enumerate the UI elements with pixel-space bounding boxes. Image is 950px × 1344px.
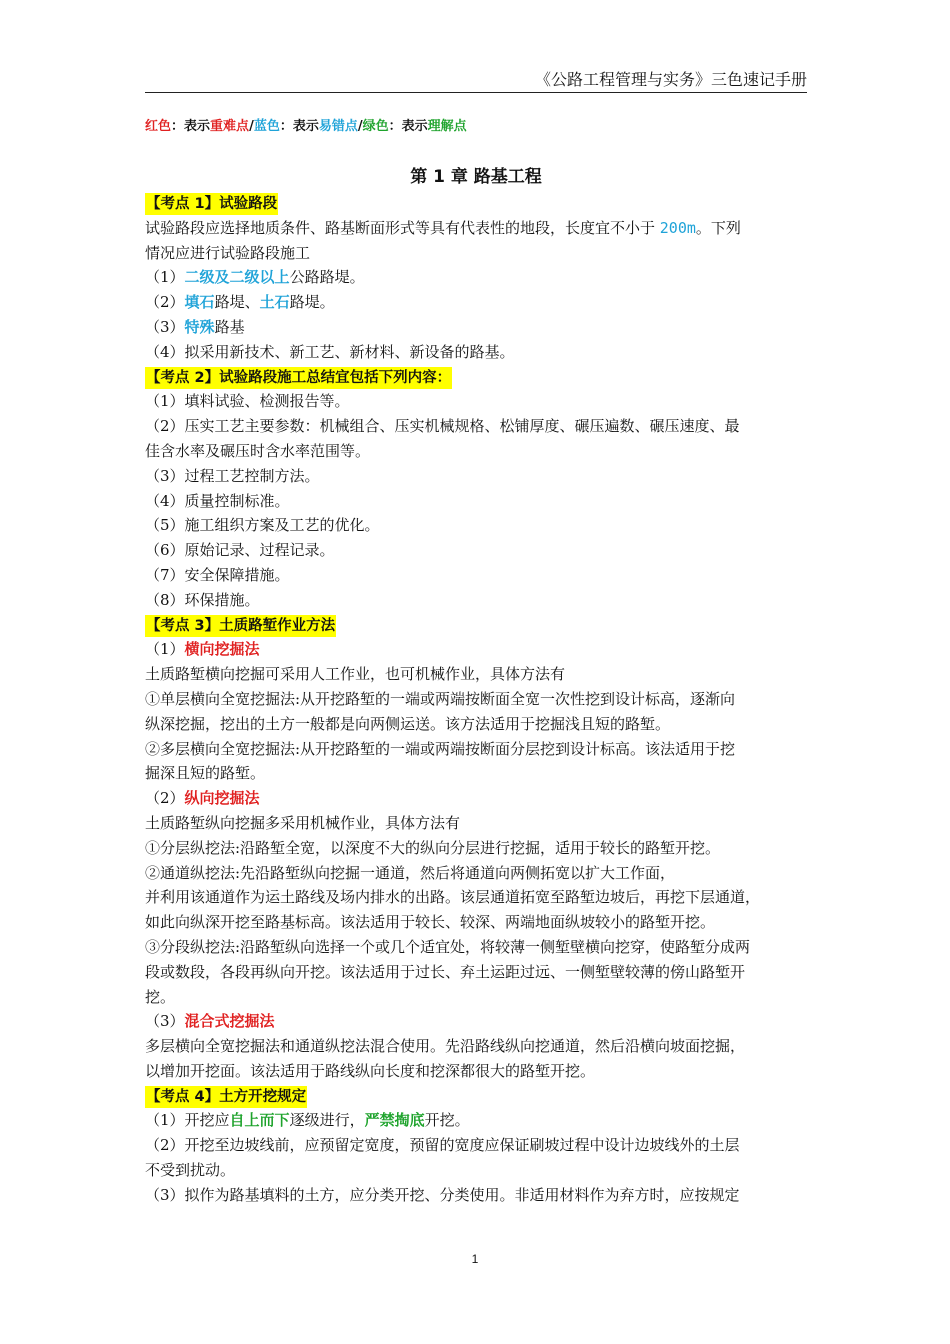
list-item: 不受到扰动。 — [145, 1161, 236, 1180]
item-number: （3） — [145, 1012, 185, 1031]
paragraph-line: 土质路堑纵向挖掘多采用机械作业，具体方法有 — [145, 813, 461, 832]
paragraph-line: ②通道纵挖法:先沿路堑纵向挖掘一通道，然后将通道向两侧拓宽以扩大工作面， — [145, 863, 676, 882]
list-item — [145, 290, 807, 315]
kd3-heading: 【考点 3】土质路堑作业方法 — [145, 615, 336, 637]
subsection-title — [145, 786, 807, 811]
item-number: （2） — [145, 293, 185, 312]
kd4-heading: 【考点 4】土方开挖规定 — [145, 1086, 307, 1108]
legend-means-1: 表示 — [184, 119, 211, 134]
list-item: （3）过程工艺控制方法。 — [145, 466, 320, 485]
paragraph-line: 以增加开挖面。该法适用于路线纵向长度和挖深都很大的路堑开挖。 — [145, 1061, 596, 1080]
list-item: （1）填料试验、检测报告等。 — [145, 392, 350, 411]
list-item: （6）原始记录、过程记录。 — [145, 541, 335, 560]
paragraph-line: 土质路堑横向挖掘可采用人工作业，也可机械作业，具体方法有 — [145, 665, 566, 684]
list-item: （2）压实工艺主要参数：机械组合、压实机械规格、松铺厚度、碾压遍数、碾压速度、最 — [145, 417, 740, 436]
paragraph-line — [145, 216, 807, 241]
legend-slash-1: / — [249, 119, 254, 134]
page-header — [145, 70, 807, 93]
legend-green-label: 绿色 — [362, 119, 389, 134]
blue-highlight: 土石 — [259, 293, 290, 312]
paragraph-line: 情况应进行试验路段施工 — [145, 243, 311, 262]
list-item — [145, 265, 807, 290]
legend-green-term: 理解点 — [427, 119, 467, 134]
page-number: 1 — [471, 1252, 479, 1266]
list-item: （4）质量控制标准。 — [145, 491, 290, 510]
item-number: （2） — [145, 789, 185, 808]
list-item: （7）安全保障措施。 — [145, 565, 290, 584]
paragraph-line: ①单层横向全宽挖掘法:从开挖路堑的一端或两端按断面全宽一次性挖到设计标高，逐渐向 — [145, 689, 736, 708]
list-item: （2）开挖至边坡线前，应预留定宽度，预留的宽度应保证刷坡过程中设计边坡线外的土层 — [145, 1136, 740, 1155]
item-number: （1） — [145, 640, 185, 659]
legend-means-2: 表示 — [292, 119, 319, 134]
paragraph-line: 段或数段，各段再纵向开挖。该法适用于过长、弃土运距过远、一侧堑壁较薄的傍山路堑开 — [145, 962, 746, 981]
text-span: 开挖。 — [424, 1111, 470, 1130]
paragraph-line: 纵深挖掘，挖出的土方一般都是向两侧运送。该方法适用于挖掘浅且短的路堑。 — [145, 714, 671, 733]
legend-blue-label: 蓝色 — [253, 119, 280, 134]
list-item: （4）拟采用新技术、新工艺、新材料、新设备的路基。 — [145, 342, 515, 361]
paragraph-line: 并利用该通道作为运土路线及场内排水的出路。该层通道拓宽至路堑边坡后，再挖下层通道， — [145, 888, 761, 907]
text-span: 路堤、 — [214, 293, 260, 312]
kd1-heading: 【考点 1】试验路段 — [145, 193, 278, 215]
header-title: 《公路工程管理与实务》三色速记手册 — [534, 70, 807, 89]
item-number: （3） — [145, 317, 185, 336]
section-heading-4 — [145, 1084, 807, 1109]
paragraph-line: 挖。 — [145, 987, 176, 1006]
paragraph-line: ②多层横向全宽挖掘法:从开挖路堑的一端或两端按断面分层挖到设计标高。该法适用于挖 — [145, 739, 736, 758]
red-highlight: 混合式挖掘法 — [184, 1012, 275, 1031]
legend-red-label: 红色 — [145, 119, 172, 134]
color-legend — [145, 118, 467, 136]
legend-colon-1: ： — [171, 119, 185, 134]
legend-blue-term: 易错点 — [318, 119, 358, 134]
item-number: （1） — [145, 268, 185, 287]
legend-means-3: 表示 — [401, 119, 428, 134]
blue-highlight: 特殊 — [184, 317, 215, 336]
list-item: 佳含水率及碾压时含水率范围等。 — [145, 441, 371, 460]
list-item: （3）拟作为路基填料的土方，应分类开挖、分类使用。非适用材料作为弃方时，应按规定 — [145, 1185, 740, 1204]
text-span: 逐级进行， — [289, 1111, 365, 1130]
text-span: 。下列 — [695, 218, 741, 237]
chapter-title: 第 1 章 路基工程 — [410, 167, 542, 187]
section-heading-3 — [145, 613, 807, 638]
subsection-title — [145, 637, 807, 662]
kd2-heading: 【考点 2】试验路段施工总结宜包括下列内容： — [145, 367, 452, 389]
text-span: 路堤。 — [289, 293, 335, 312]
paragraph-line: 如此向纵深开挖至路基标高。该法适用于较长、较深、两端地面纵坡较小的路堑开挖。 — [145, 913, 716, 932]
section-heading-2 — [145, 365, 807, 390]
main-content — [145, 165, 807, 1208]
list-item: （8）环保措施。 — [145, 590, 260, 609]
text-span: 公路路堤。 — [289, 268, 365, 287]
subsection-title — [145, 1009, 807, 1034]
green-highlight: 严禁掏底 — [364, 1111, 425, 1130]
legend-slash-2: / — [357, 119, 363, 134]
list-item: （5）施工组织方案及工艺的优化。 — [145, 516, 380, 535]
paragraph-line: 多层横向全宽挖掘法和通道纵挖法混合使用。先沿路线纵向挖通道，然后沿横向坡面挖掘， — [145, 1037, 746, 1056]
blue-highlight: 填石 — [184, 293, 215, 312]
green-highlight: 自上而下 — [229, 1111, 290, 1130]
paragraph-line: 掘深且短的路堑。 — [145, 764, 266, 783]
text-span: （1）开挖应 — [145, 1111, 230, 1130]
text-span: 路基 — [214, 317, 245, 336]
legend-colon-2: ： — [279, 119, 293, 134]
legend-colon-3: ： — [388, 119, 402, 134]
section-heading-1 — [145, 191, 807, 216]
list-item — [145, 1108, 807, 1133]
paragraph-line: ①分层纵挖法:沿路堑全宽，以深度不大的纵向分层进行挖掘，适用于较长的路堑开挖。 — [145, 838, 721, 857]
blue-highlight: 二级及二级以上 — [184, 268, 290, 287]
list-item — [145, 315, 807, 340]
blue-highlight: 200m — [659, 218, 696, 237]
red-highlight: 纵向挖掘法 — [184, 789, 260, 808]
text-span: 试验路段应选择地质条件、路基断面形式等具有代表性的地段，长度宜不小于 — [145, 218, 660, 237]
red-highlight: 横向挖掘法 — [184, 640, 260, 659]
paragraph-line: ③分段纵挖法:沿路堑纵向选择一个或几个适宜处，将较薄一侧堑壁横向挖穿，使路堑分成两 — [145, 937, 751, 956]
legend-red-term: 重难点 — [210, 119, 250, 134]
